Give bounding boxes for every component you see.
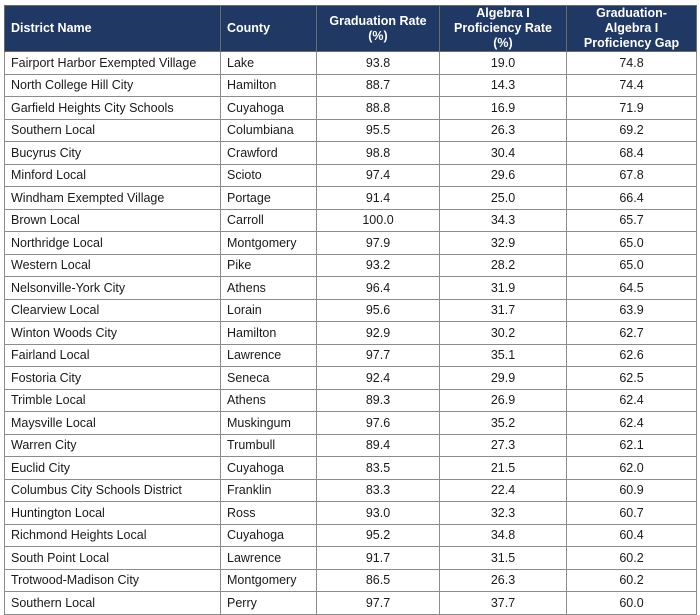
district-table-container bbox=[4, 5, 696, 615]
county-cell: Hamilton bbox=[221, 74, 317, 97]
county-cell: Muskingum bbox=[221, 412, 317, 435]
district-name-cell: Fairland Local bbox=[5, 344, 221, 367]
county-cell: Columbiana bbox=[221, 119, 317, 142]
proficiency-gap-cell: 65.7 bbox=[567, 209, 697, 232]
algebra-proficiency-cell: 34.8 bbox=[440, 524, 567, 547]
header-district-name: District Name bbox=[5, 6, 221, 52]
table-row bbox=[5, 74, 697, 97]
county-cell: Perry bbox=[221, 592, 317, 615]
algebra-proficiency-cell: 34.3 bbox=[440, 209, 567, 232]
district-name-cell: Trimble Local bbox=[5, 389, 221, 412]
table-row bbox=[5, 344, 697, 367]
county-cell: Montgomery bbox=[221, 569, 317, 592]
graduation-rate-cell: 93.0 bbox=[317, 502, 440, 525]
graduation-rate-cell: 100.0 bbox=[317, 209, 440, 232]
county-cell: Crawford bbox=[221, 142, 317, 165]
algebra-proficiency-cell: 19.0 bbox=[440, 52, 567, 75]
district-name-cell: Windham Exempted Village bbox=[5, 187, 221, 210]
district-proficiency-table bbox=[4, 5, 697, 615]
graduation-rate-cell: 86.5 bbox=[317, 569, 440, 592]
county-cell: Hamilton bbox=[221, 322, 317, 345]
algebra-proficiency-cell: 25.0 bbox=[440, 187, 567, 210]
graduation-rate-cell: 97.9 bbox=[317, 232, 440, 255]
proficiency-gap-cell: 65.0 bbox=[567, 254, 697, 277]
proficiency-gap-cell: 60.7 bbox=[567, 502, 697, 525]
algebra-proficiency-cell: 26.9 bbox=[440, 389, 567, 412]
algebra-proficiency-cell: 26.3 bbox=[440, 119, 567, 142]
county-cell: Pike bbox=[221, 254, 317, 277]
table-row bbox=[5, 277, 697, 300]
county-cell: Seneca bbox=[221, 367, 317, 390]
proficiency-gap-cell: 62.1 bbox=[567, 434, 697, 457]
district-name-cell: Bucyrus City bbox=[5, 142, 221, 165]
proficiency-gap-cell: 62.6 bbox=[567, 344, 697, 367]
district-name-cell: Winton Woods City bbox=[5, 322, 221, 345]
proficiency-gap-cell: 62.5 bbox=[567, 367, 697, 390]
table-row bbox=[5, 457, 697, 480]
proficiency-gap-cell: 71.9 bbox=[567, 97, 697, 120]
table-row bbox=[5, 164, 697, 187]
district-name-cell: Southern Local bbox=[5, 119, 221, 142]
proficiency-gap-cell: 62.7 bbox=[567, 322, 697, 345]
graduation-rate-cell: 97.6 bbox=[317, 412, 440, 435]
algebra-proficiency-cell: 32.3 bbox=[440, 502, 567, 525]
table-row bbox=[5, 569, 697, 592]
table-row bbox=[5, 502, 697, 525]
county-cell: Trumbull bbox=[221, 434, 317, 457]
algebra-proficiency-cell: 35.2 bbox=[440, 412, 567, 435]
table-row bbox=[5, 434, 697, 457]
algebra-proficiency-cell: 35.1 bbox=[440, 344, 567, 367]
algebra-proficiency-cell: 29.6 bbox=[440, 164, 567, 187]
county-cell: Cuyahoga bbox=[221, 457, 317, 480]
proficiency-gap-cell: 62.0 bbox=[567, 457, 697, 480]
proficiency-gap-cell: 60.0 bbox=[567, 592, 697, 615]
district-name-cell: Warren City bbox=[5, 434, 221, 457]
table-row bbox=[5, 254, 697, 277]
graduation-rate-cell: 93.2 bbox=[317, 254, 440, 277]
proficiency-gap-cell: 69.2 bbox=[567, 119, 697, 142]
county-cell: Lawrence bbox=[221, 547, 317, 570]
graduation-rate-cell: 95.2 bbox=[317, 524, 440, 547]
graduation-rate-cell: 97.7 bbox=[317, 344, 440, 367]
header-algebra-proficiency-rate: Algebra I Proficiency Rate (%) bbox=[440, 6, 567, 52]
district-name-cell: Southern Local bbox=[5, 592, 221, 615]
algebra-proficiency-cell: 28.2 bbox=[440, 254, 567, 277]
district-name-cell: South Point Local bbox=[5, 547, 221, 570]
table-body bbox=[5, 52, 697, 615]
graduation-rate-cell: 89.3 bbox=[317, 389, 440, 412]
district-name-cell: Brown Local bbox=[5, 209, 221, 232]
algebra-proficiency-cell: 30.4 bbox=[440, 142, 567, 165]
proficiency-gap-cell: 67.8 bbox=[567, 164, 697, 187]
district-name-cell: Huntington Local bbox=[5, 502, 221, 525]
table-row bbox=[5, 299, 697, 322]
algebra-proficiency-cell: 26.3 bbox=[440, 569, 567, 592]
table-row bbox=[5, 367, 697, 390]
algebra-proficiency-cell: 30.2 bbox=[440, 322, 567, 345]
proficiency-gap-cell: 60.4 bbox=[567, 524, 697, 547]
graduation-rate-cell: 88.7 bbox=[317, 74, 440, 97]
table-row bbox=[5, 389, 697, 412]
graduation-rate-cell: 95.5 bbox=[317, 119, 440, 142]
district-name-cell: Western Local bbox=[5, 254, 221, 277]
table-row bbox=[5, 187, 697, 210]
county-cell: Lake bbox=[221, 52, 317, 75]
district-name-cell: Columbus City Schools District bbox=[5, 479, 221, 502]
table-row bbox=[5, 524, 697, 547]
district-name-cell: Fairport Harbor Exempted Village bbox=[5, 52, 221, 75]
graduation-rate-cell: 92.9 bbox=[317, 322, 440, 345]
table-row bbox=[5, 119, 697, 142]
graduation-rate-cell: 88.8 bbox=[317, 97, 440, 120]
algebra-proficiency-cell: 22.4 bbox=[440, 479, 567, 502]
header-proficiency-gap: Graduation-Algebra I Proficiency Gap bbox=[567, 6, 697, 52]
county-cell: Lawrence bbox=[221, 344, 317, 367]
graduation-rate-cell: 98.8 bbox=[317, 142, 440, 165]
proficiency-gap-cell: 68.4 bbox=[567, 142, 697, 165]
proficiency-gap-cell: 64.5 bbox=[567, 277, 697, 300]
table-row bbox=[5, 232, 697, 255]
table-row bbox=[5, 547, 697, 570]
proficiency-gap-cell: 65.0 bbox=[567, 232, 697, 255]
county-cell: Franklin bbox=[221, 479, 317, 502]
district-name-cell: Northridge Local bbox=[5, 232, 221, 255]
table-row bbox=[5, 209, 697, 232]
county-cell: Cuyahoga bbox=[221, 97, 317, 120]
table-header bbox=[5, 6, 697, 52]
table-row bbox=[5, 479, 697, 502]
algebra-proficiency-cell: 14.3 bbox=[440, 74, 567, 97]
county-cell: Cuyahoga bbox=[221, 524, 317, 547]
district-name-cell: Trotwood-Madison City bbox=[5, 569, 221, 592]
district-name-cell: Minford Local bbox=[5, 164, 221, 187]
county-cell: Portage bbox=[221, 187, 317, 210]
graduation-rate-cell: 92.4 bbox=[317, 367, 440, 390]
algebra-proficiency-cell: 37.7 bbox=[440, 592, 567, 615]
proficiency-gap-cell: 74.4 bbox=[567, 74, 697, 97]
graduation-rate-cell: 91.4 bbox=[317, 187, 440, 210]
table-row bbox=[5, 97, 697, 120]
graduation-rate-cell: 91.7 bbox=[317, 547, 440, 570]
graduation-rate-cell: 93.8 bbox=[317, 52, 440, 75]
proficiency-gap-cell: 60.2 bbox=[567, 547, 697, 570]
district-name-cell: Clearview Local bbox=[5, 299, 221, 322]
proficiency-gap-cell: 60.2 bbox=[567, 569, 697, 592]
algebra-proficiency-cell: 31.7 bbox=[440, 299, 567, 322]
district-name-cell: Fostoria City bbox=[5, 367, 221, 390]
district-name-cell: North College Hill City bbox=[5, 74, 221, 97]
table-row bbox=[5, 142, 697, 165]
algebra-proficiency-cell: 29.9 bbox=[440, 367, 567, 390]
table-row bbox=[5, 412, 697, 435]
graduation-rate-cell: 97.7 bbox=[317, 592, 440, 615]
proficiency-gap-cell: 66.4 bbox=[567, 187, 697, 210]
algebra-proficiency-cell: 21.5 bbox=[440, 457, 567, 480]
algebra-proficiency-cell: 31.5 bbox=[440, 547, 567, 570]
algebra-proficiency-cell: 31.9 bbox=[440, 277, 567, 300]
county-cell: Athens bbox=[221, 389, 317, 412]
algebra-proficiency-cell: 27.3 bbox=[440, 434, 567, 457]
proficiency-gap-cell: 74.8 bbox=[567, 52, 697, 75]
graduation-rate-cell: 95.6 bbox=[317, 299, 440, 322]
county-cell: Carroll bbox=[221, 209, 317, 232]
graduation-rate-cell: 97.4 bbox=[317, 164, 440, 187]
proficiency-gap-cell: 60.9 bbox=[567, 479, 697, 502]
county-cell: Montgomery bbox=[221, 232, 317, 255]
algebra-proficiency-cell: 32.9 bbox=[440, 232, 567, 255]
table-row bbox=[5, 52, 697, 75]
header-county: County bbox=[221, 6, 317, 52]
table-row bbox=[5, 592, 697, 615]
header-graduation-rate: Graduation Rate (%) bbox=[317, 6, 440, 52]
header-row bbox=[5, 6, 697, 52]
district-name-cell: Euclid City bbox=[5, 457, 221, 480]
county-cell: Athens bbox=[221, 277, 317, 300]
proficiency-gap-cell: 62.4 bbox=[567, 389, 697, 412]
algebra-proficiency-cell: 16.9 bbox=[440, 97, 567, 120]
graduation-rate-cell: 83.5 bbox=[317, 457, 440, 480]
district-name-cell: Maysville Local bbox=[5, 412, 221, 435]
district-name-cell: Garfield Heights City Schools bbox=[5, 97, 221, 120]
county-cell: Lorain bbox=[221, 299, 317, 322]
proficiency-gap-cell: 63.9 bbox=[567, 299, 697, 322]
graduation-rate-cell: 83.3 bbox=[317, 479, 440, 502]
district-name-cell: Richmond Heights Local bbox=[5, 524, 221, 547]
proficiency-gap-cell: 62.4 bbox=[567, 412, 697, 435]
graduation-rate-cell: 96.4 bbox=[317, 277, 440, 300]
county-cell: Scioto bbox=[221, 164, 317, 187]
county-cell: Ross bbox=[221, 502, 317, 525]
graduation-rate-cell: 89.4 bbox=[317, 434, 440, 457]
table-row bbox=[5, 322, 697, 345]
district-name-cell: Nelsonville-York City bbox=[5, 277, 221, 300]
